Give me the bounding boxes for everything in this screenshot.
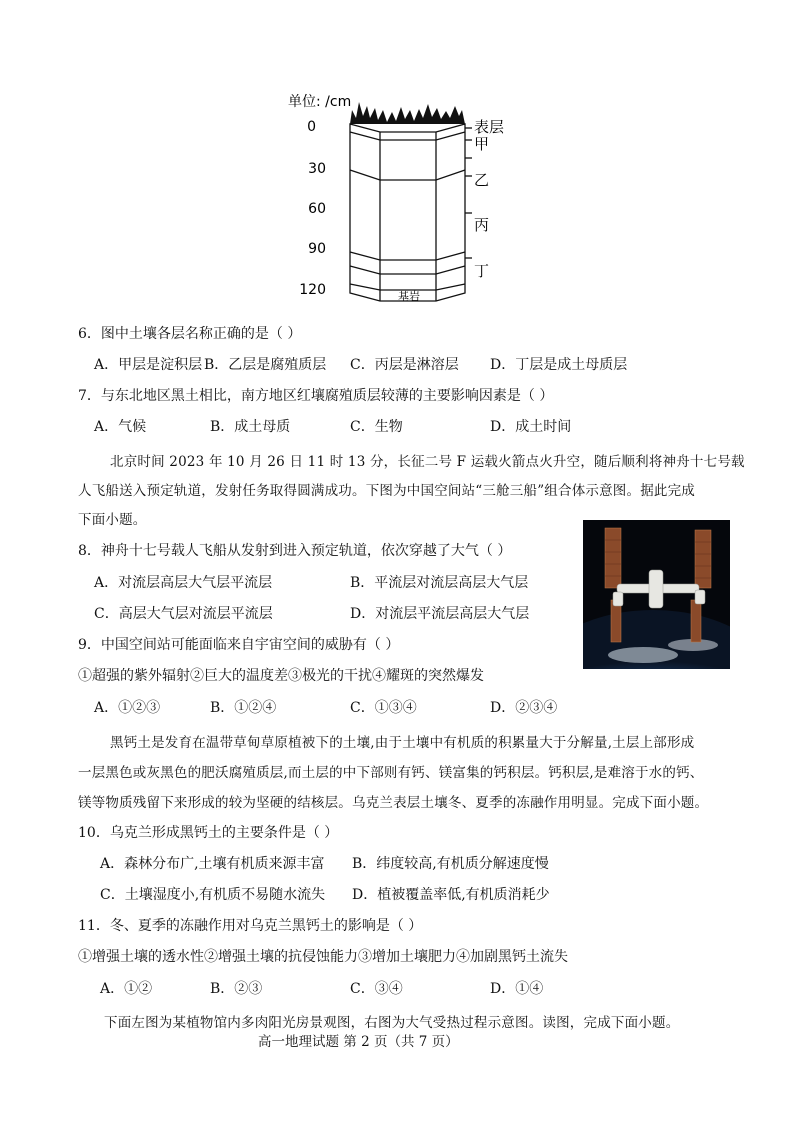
passage1-line: 人飞船送入预定轨道，发射任务取得圆满成功。下图为中国空间站“三舱三船”组合体示意图。据此完成	[78, 483, 696, 499]
q6-option-d[interactable]: D．丁层是成土母质层	[490, 357, 628, 373]
q11-option-c[interactable]: C．③④	[350, 981, 403, 997]
space-station-photo	[583, 520, 730, 669]
q10-option-d[interactable]: D．植被覆盖率低,有机质消耗少	[352, 887, 550, 903]
layer-label-jia: 甲	[474, 135, 490, 153]
q10-stem: 10．乌克兰形成黑钙土的主要条件是（ ）	[78, 825, 339, 841]
depth-tick: 30	[308, 161, 326, 177]
unit-label: 单位: /cm	[288, 94, 352, 110]
q8-option-c[interactable]: C．高层大气层对流层平流层	[94, 606, 273, 622]
depth-tick: 90	[308, 241, 326, 257]
q10-option-c[interactable]: C．土壤湿度小,有机质不易随水流失	[100, 887, 326, 903]
soil-column	[350, 124, 465, 301]
q11-option-b[interactable]: B．②③	[210, 981, 263, 997]
depth-tick: 0	[307, 119, 316, 135]
passage3: 下面左图为某植物馆内多肉阳光房景观图，右图为大气受热过程示意图。读图，完成下面小题。	[104, 1015, 680, 1031]
q6-stem: 6．图中土壤各层名称正确的是（ ）	[78, 326, 302, 342]
layer-label-surface: 表层	[474, 118, 505, 136]
layer-label-ding: 丁	[474, 262, 490, 280]
passage1-line: 北京时间 2023 年 10 月 26 日 11 时 13 分，长征二号 F 运载火箭点火升空，随后顺利将神舟十七号载	[110, 454, 745, 470]
grass-vegetation	[350, 102, 465, 124]
depth-tick: 120	[299, 282, 326, 298]
q10-option-a[interactable]: A．森林分布广,土壤有机质来源丰富	[100, 856, 325, 872]
q7-option-c[interactable]: C．生物	[350, 419, 403, 435]
q9-option-d[interactable]: D．②③④	[490, 700, 558, 716]
q7-option-b[interactable]: B．成土母质	[210, 419, 291, 435]
q9-option-c[interactable]: C．①③④	[350, 700, 417, 716]
q7-stem: 7．与东北地区黑土相比，南方地区红壤腐殖质层较薄的主要影响因素是（ ）	[78, 388, 554, 404]
q11-option-d[interactable]: D．①④	[490, 981, 544, 997]
q10-option-b[interactable]: B．纬度较高,有机质分解速度慢	[352, 856, 549, 872]
q9-statements: ①超强的紫外辐射②巨大的温度差③极光的干扰④耀斑的突然爆发	[78, 668, 484, 684]
layer-label-bing: 丙	[474, 216, 490, 234]
passage1-line: 下面小题。	[78, 512, 147, 528]
q11-stem: 11．冬、夏季的冻融作用对乌克兰黑钙土的影响是（ ）	[78, 918, 423, 934]
q8-stem: 8．神舟十七号载人飞船从发射到进入预定轨道，依次穿越了大气（ ）	[78, 543, 512, 559]
q6-option-c[interactable]: C．丙层是淋溶层	[350, 357, 459, 373]
q9-option-a[interactable]: A．①②③	[94, 700, 161, 716]
q9-option-b[interactable]: B．①②④	[210, 700, 277, 716]
passage2-line: 一层黑色或灰黑色的肥沃腐殖质层,而土层的中下部则有钙、镁富集的钙积层。钙积层,是难溶于水的钙、	[78, 765, 704, 781]
q9-stem: 9．中国空间站可能面临来自宇宙空间的威胁有（ ）	[78, 637, 400, 653]
q6-option-b[interactable]: B．乙层是腐殖质层	[204, 357, 327, 373]
depth-tick: 60	[308, 201, 326, 217]
q11-option-a[interactable]: A．①②	[100, 981, 153, 997]
q7-option-a[interactable]: A．气候	[94, 419, 147, 435]
layer-label-yi: 乙	[474, 171, 490, 189]
passage2-line: 镁等物质残留下来形成的较为坚硬的结核层。乌克兰表层土壤冬、夏季的冻融作用明显。完成下面小题。	[78, 795, 709, 811]
q8-option-d[interactable]: D．对流层平流层高层大气层	[350, 606, 530, 622]
q11-statements: ①增强土壤的透水性②增强土壤的抗侵蚀能力③增加土壤肥力④加剧黑钙土流失	[78, 949, 568, 965]
soil-profile-figure	[280, 88, 520, 310]
q7-option-d[interactable]: D．成土时间	[490, 419, 572, 435]
q8-option-b[interactable]: B．平流层对流层高层大气层	[350, 575, 529, 591]
q8-option-a[interactable]: A．对流层高层大气层平流层	[94, 575, 273, 591]
page-footer: 高一地理试题 第 2 页（共 7 页）	[258, 1034, 459, 1050]
q6-option-a[interactable]: A．甲层是淀积层	[94, 357, 203, 373]
bedrock-label: 基岩	[398, 290, 420, 303]
passage2-line: 黑钙土是发育在温带草甸草原植被下的土壤,由于土壤中有机质的积累量大于分解量,土层上部形成	[110, 735, 695, 751]
